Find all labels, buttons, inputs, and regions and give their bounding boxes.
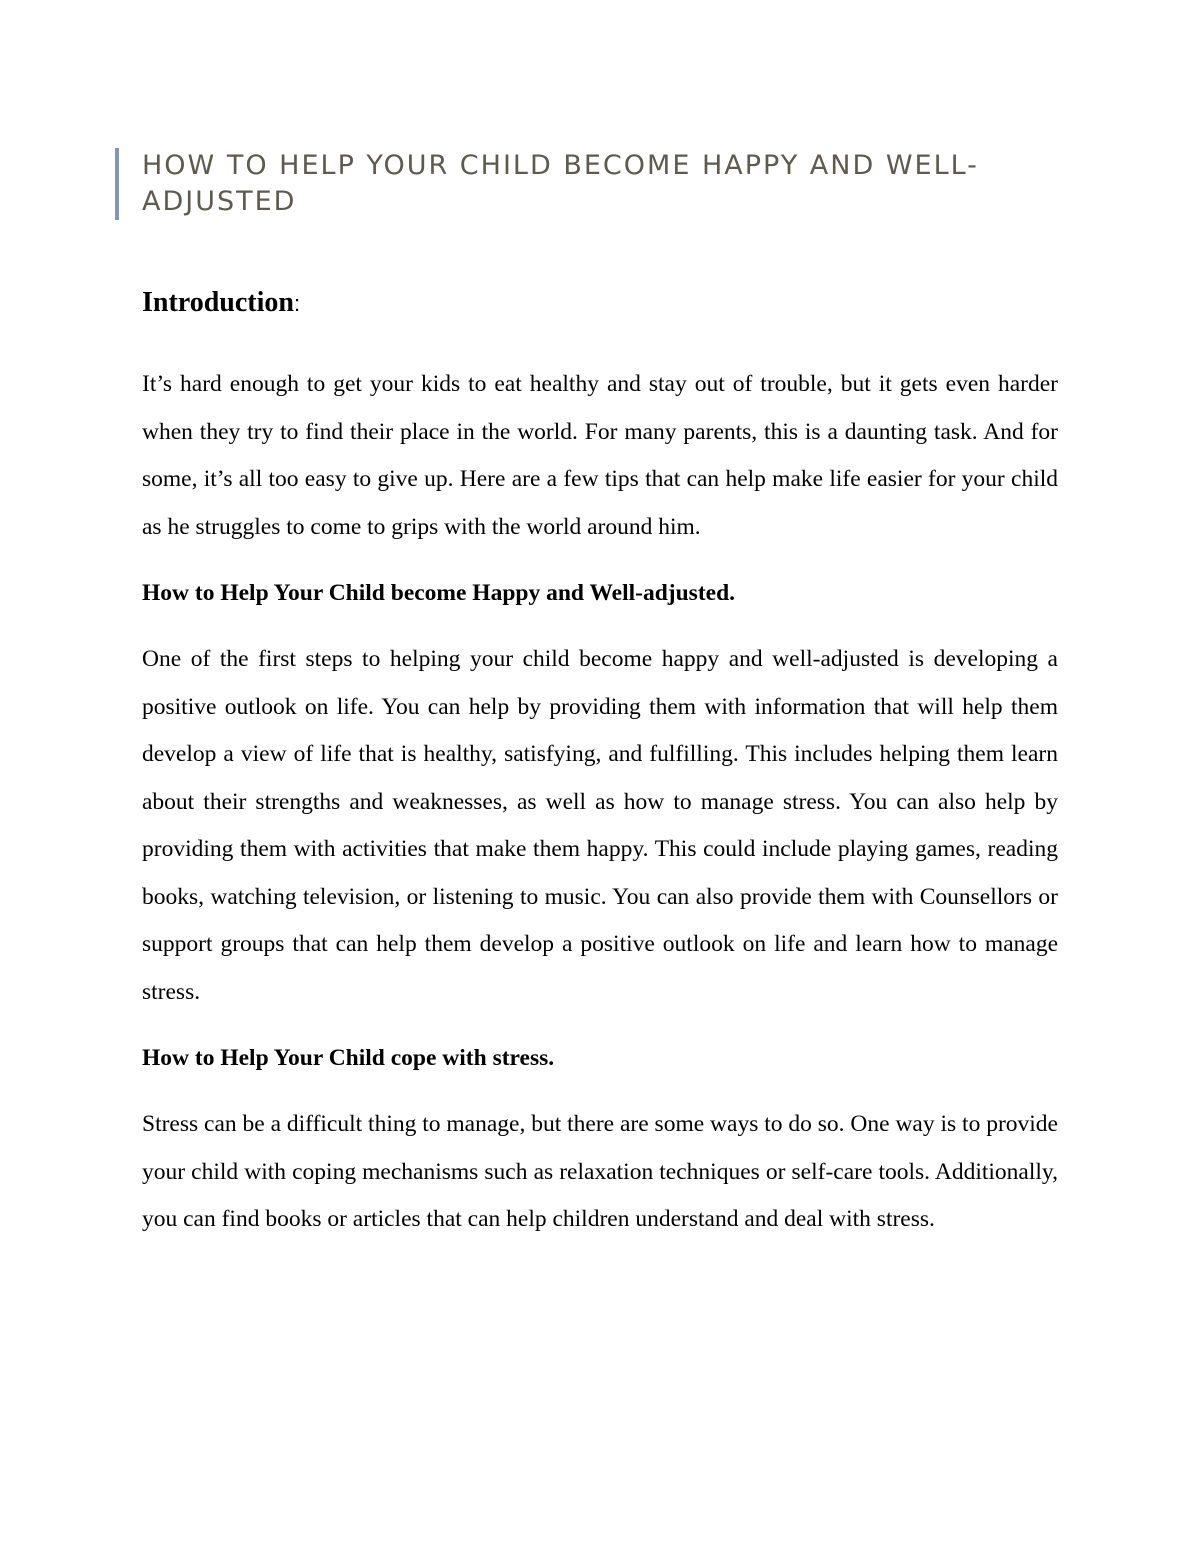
title-block <box>115 148 1102 220</box>
document-title: HOW TO HELP YOUR CHILD BECOME HAPPY AND WELL-ADJUSTED <box>142 150 979 217</box>
section-heading-stress: How to Help Your Child cope with stress. <box>142 1045 555 1071</box>
intro-heading-colon: : <box>293 291 301 316</box>
document-body <box>142 283 1058 1244</box>
section-heading-happy: How to Help Your Child become Happy and Well-adjusted. <box>142 580 736 606</box>
section-paragraph-stress: Stress can be a difficult thing to manage, but there are some ways to do so. One way is to provide your child with coping mechanisms such as relaxation techniques or self-care tools. Additionally, you can find books or articles that can help children understand and deal with stress. <box>142 1111 1058 1232</box>
intro-paragraph: It’s hard enough to get your kids to eat healthy and stay out of trouble, but it gets even harder when they try to find their place in the world. For many parents, this is a daunting task. And for some, it’s all too easy to give up. Here are a few tips that can help make life easier for your child as he struggles to come to grips with the world around him. <box>142 371 1058 540</box>
intro-heading-text: Introduction <box>142 287 294 318</box>
section-paragraph-happy: One of the first steps to helping your child become happy and well-adjusted is developing a positive outlook on life. You can help by providing them with information that will help them develop a view of life that is healthy, satisfying, and fulfilling. This includes helping them learn about their strengths and weaknesses, as well as how to manage stress. You can also help by providing them with activities that make them happy. This could include playing games, reading books, watching television, or listening to music. You can also provide them with Counsellors or support groups that can help them develop a positive outlook on life and learn how to manage stress. <box>142 646 1058 1005</box>
intro-heading <box>142 283 1058 324</box>
